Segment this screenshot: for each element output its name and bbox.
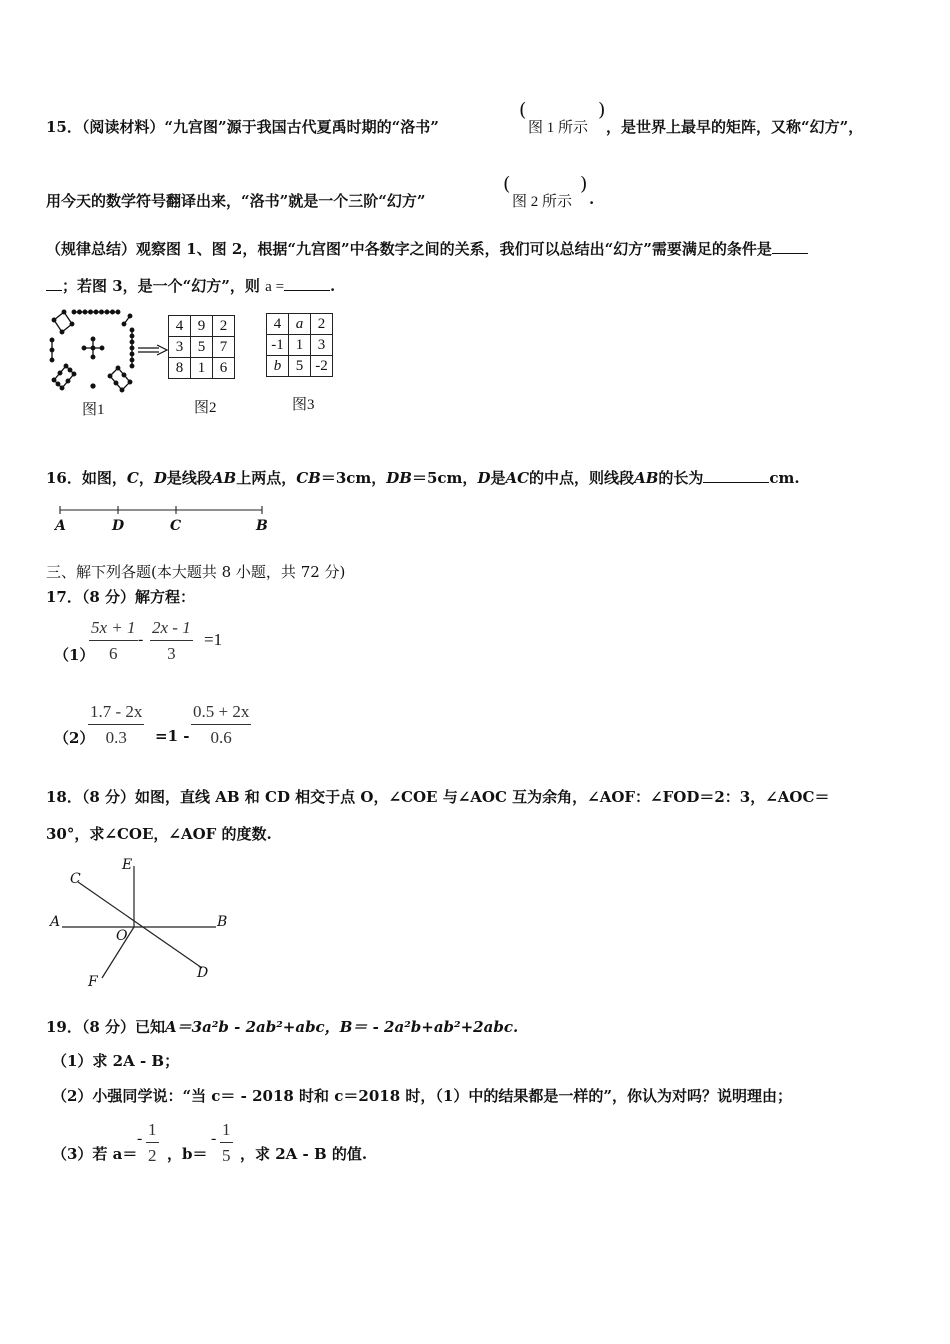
- grid-cell: 2: [213, 316, 235, 337]
- q17-title: 17．（8 分）解方程：: [46, 588, 196, 606]
- q17-fraction-2: $\frac{2x - 1}{3}$: [152, 618, 191, 663]
- q15-fig1-ref: 图 1 所示: [528, 120, 589, 136]
- grid-cell: -1: [267, 335, 289, 356]
- grid-cell: 9: [191, 316, 213, 337]
- grid-cell: 6: [213, 358, 235, 379]
- q15-line1: 15．（阅读材料）“九宫图”源于我国古代夏禹时期的“洛书”: [46, 118, 439, 136]
- q18-line2: 30°，求∠COE，∠AOF 的度数.: [46, 825, 272, 843]
- q17-fraction-4: $\frac{0.5 + 2x}{0.6}$: [193, 702, 250, 747]
- q15-line2-end: .: [589, 190, 595, 208]
- fig2-label: 图2: [194, 400, 217, 416]
- q17-part1-rhs: =1: [204, 630, 223, 649]
- label-A: A: [50, 914, 61, 930]
- fraction-b-value: $\frac{1}{5}$: [222, 1120, 231, 1165]
- q17-part2-label: （2）: [54, 729, 95, 747]
- q19-part3-a: （3）若 a＝: [52, 1145, 138, 1163]
- grid-cell: 1: [289, 335, 311, 356]
- grid-cell: 4: [267, 314, 289, 335]
- label-O: O: [116, 928, 128, 944]
- q19-part3-b: ，b＝: [167, 1145, 208, 1163]
- intersecting-lines-diagram: [44, 852, 244, 992]
- q15-line4: ；若图 3，是一个“幻方”，则 a = .: [46, 275, 335, 296]
- grid-row: [267, 335, 333, 356]
- point-label-C: C: [170, 518, 182, 534]
- q15-paren-close-1: ): [598, 99, 606, 121]
- label-E: E: [122, 857, 133, 873]
- q17-part2-mid: =1 -: [155, 727, 190, 745]
- answer-blank-2[interactable]: [284, 276, 330, 291]
- q16-text: 16．如图，C，D是线段AB上两点，CB＝3cm，DB＝5cm，D是AC的中点，则线段AB的长为 cm.: [46, 469, 800, 487]
- q19-part3-c: ，求 2A - B 的值.: [240, 1145, 368, 1163]
- grid-cell: -2: [311, 356, 333, 377]
- grid-row: [169, 337, 235, 358]
- label-C: C: [70, 871, 81, 887]
- line-CD: [78, 882, 202, 968]
- q19-title: 19．（8 分）已知A＝3a²b - 2ab²+abc，B＝ - 2a²b+ab²+2abc.: [46, 1018, 519, 1036]
- q15-paren-open-2: (: [503, 173, 511, 195]
- q15-line2: 用今天的数学符号翻译出来，“洛书”就是一个三阶“幻方”: [46, 192, 426, 210]
- fraction-a-value: $\frac{1}{2}$: [148, 1120, 157, 1165]
- arrow-right-icon: [137, 343, 169, 357]
- answer-blank-1a[interactable]: [772, 239, 808, 254]
- q18-line1: 18．（8 分）如图，直线 AB 和 CD 相交于点 O，∠COE 与∠AOC 互为余角，∠AOF：∠FOD＝2：3，∠AOC＝: [46, 788, 830, 806]
- grid-cell: 8: [169, 358, 191, 379]
- q15-line3: （规律总结）观察图 1、图 2，根据“九宫图”中各数字之间的关系，我们可以总结出“幻方”需要满足的条件是: [46, 238, 808, 259]
- minus-sign: -: [138, 631, 144, 648]
- q15-paren-open-1: (: [519, 99, 527, 121]
- grid-cell: 4: [169, 316, 191, 337]
- label-F: F: [88, 974, 98, 990]
- q19-part1: （1）求 2A - B；: [52, 1052, 180, 1070]
- grid-cell: 7: [213, 337, 235, 358]
- grid-cell: 2: [311, 314, 333, 335]
- label-B: B: [217, 914, 228, 930]
- grid-cell: b: [267, 356, 289, 377]
- grid-cell: 5: [191, 337, 213, 358]
- answer-blank-3[interactable]: [703, 468, 769, 483]
- grid-cell: 1: [191, 358, 213, 379]
- point-label-B: B: [256, 518, 268, 534]
- grid-row: [169, 358, 235, 379]
- magic-square-fig3: [266, 313, 333, 377]
- grid-cell: 5: [289, 356, 311, 377]
- grid-row: [267, 314, 333, 335]
- answer-blank-1b[interactable]: [46, 276, 62, 291]
- q15-line1-end: ，是世界上最早的矩阵，又称“幻方”，: [606, 118, 864, 136]
- segment-diagram: [50, 500, 280, 536]
- fig3-label: 图3: [292, 397, 315, 413]
- q15-fig2-ref: 图 2 所示: [512, 194, 573, 210]
- minus-sign: -: [137, 1130, 143, 1147]
- grid-row: [267, 356, 333, 377]
- point-label-D: D: [112, 518, 125, 534]
- grid-cell: 3: [311, 335, 333, 356]
- label-D: D: [197, 965, 209, 981]
- q17-fraction-1: $\frac{5x + 1}{6}$: [91, 618, 136, 663]
- grid-row: [169, 316, 235, 337]
- q17-fraction-3: $\frac{1.7 - 2x}{0.3}$: [90, 702, 143, 747]
- magic-square-fig2: [168, 315, 235, 379]
- grid-cell: a: [289, 314, 311, 335]
- fig1-label: 图1: [82, 402, 105, 418]
- luoshu-diagram: [44, 308, 139, 394]
- grid-cell: 3: [169, 337, 191, 358]
- section-heading: 三、解下列各题(本大题共 8 小题，共 72 分): [46, 563, 346, 581]
- q15-paren-close-2: ): [580, 173, 588, 195]
- q17-part1-label: （1）: [54, 646, 95, 664]
- q19-part2: （2）小强同学说：“当 c＝ - 2018 时和 c＝2018 时，（1）中的结果都是一样的”，你认为对吗？说明理由；: [52, 1087, 792, 1105]
- point-label-A: A: [55, 518, 66, 534]
- minus-sign: -: [211, 1130, 217, 1147]
